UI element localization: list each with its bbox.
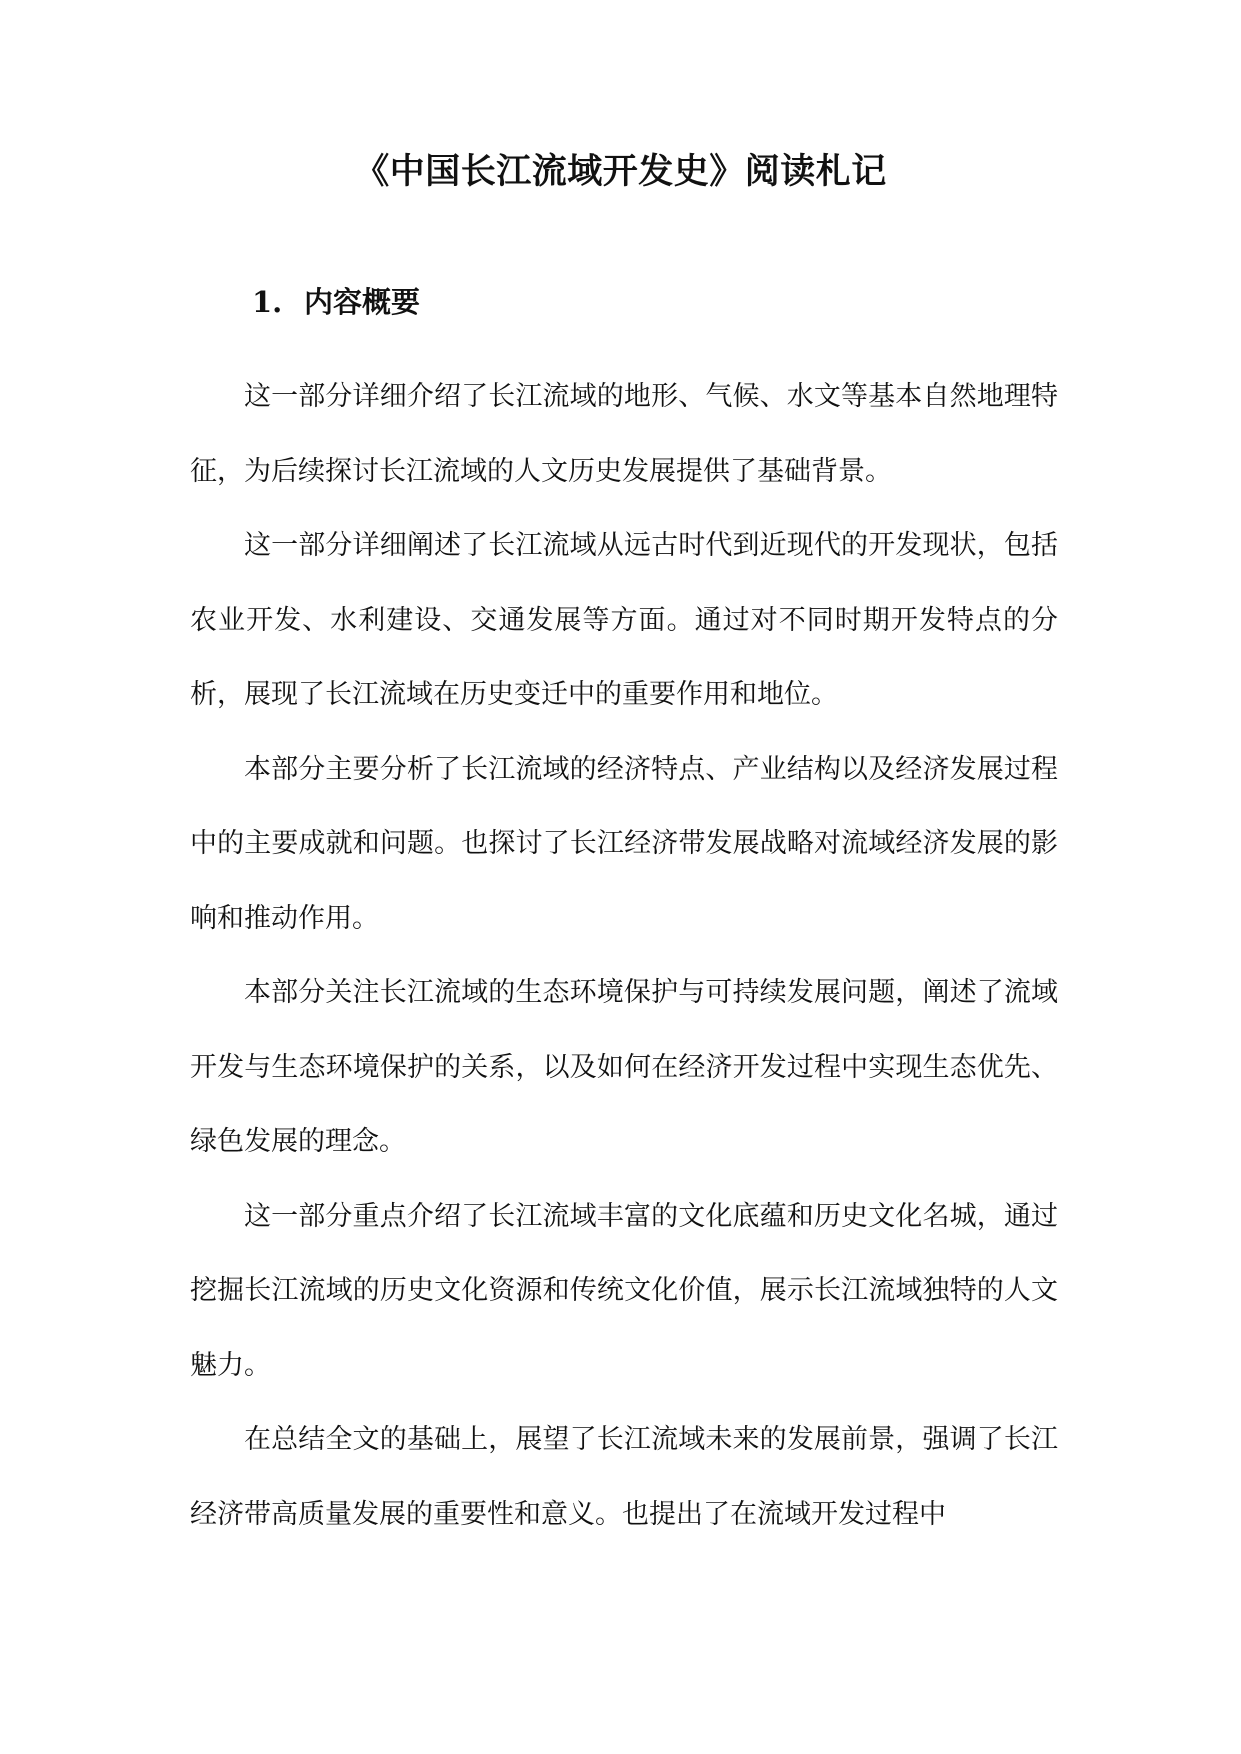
paragraph: 这一部分重点介绍了长江流域丰富的文化底蕴和历史文化名城，通过挖掘长江流域的历史文化资源和传统文化价值，展示长江流域独特的人文魅力。 (190, 1200, 1058, 1381)
section-number: 1. (252, 285, 283, 319)
document-title: 《中国长江流域开发史》阅读札记 (354, 152, 887, 192)
section-heading-text: 内容概要 (304, 285, 421, 319)
section-heading (252, 282, 420, 322)
body-text (190, 360, 1058, 1552)
paragraph: 本部分主要分析了长江流域的经济特点、产业结构以及经济发展过程中的主要成就和问题。也探讨了长江经济带发展战略对流域经济发展的影响和推动作用。 (190, 753, 1058, 934)
paragraph: 这一部分详细介绍了长江流域的地形、气候、水文等基本自然地理特征，为后续探讨长江流域的人文历史发展提供了基础背景。 (190, 381, 1058, 487)
paragraph: 本部分关注长江流域的生态环境保护与可持续发展问题，阐述了流域开发与生态环境保护的关系，以及如何在经济开发过程中实现生态优先、绿色发展的理念。 (190, 977, 1058, 1157)
paragraph: 在总结全文的基础上，展望了长江流域未来的发展前景，强调了长江经济带高质量发展的重要性和意义。也提出了在流域开发过程中 (190, 1424, 1058, 1530)
paragraph: 这一部分详细阐述了长江流域从远古时代到近现代的开发现状，包括农业开发、水利建设、交通发展等方面。通过对不同时期开发特点的分析，展现了长江流域在历史变迁中的重要作用和地位。 (190, 530, 1058, 710)
